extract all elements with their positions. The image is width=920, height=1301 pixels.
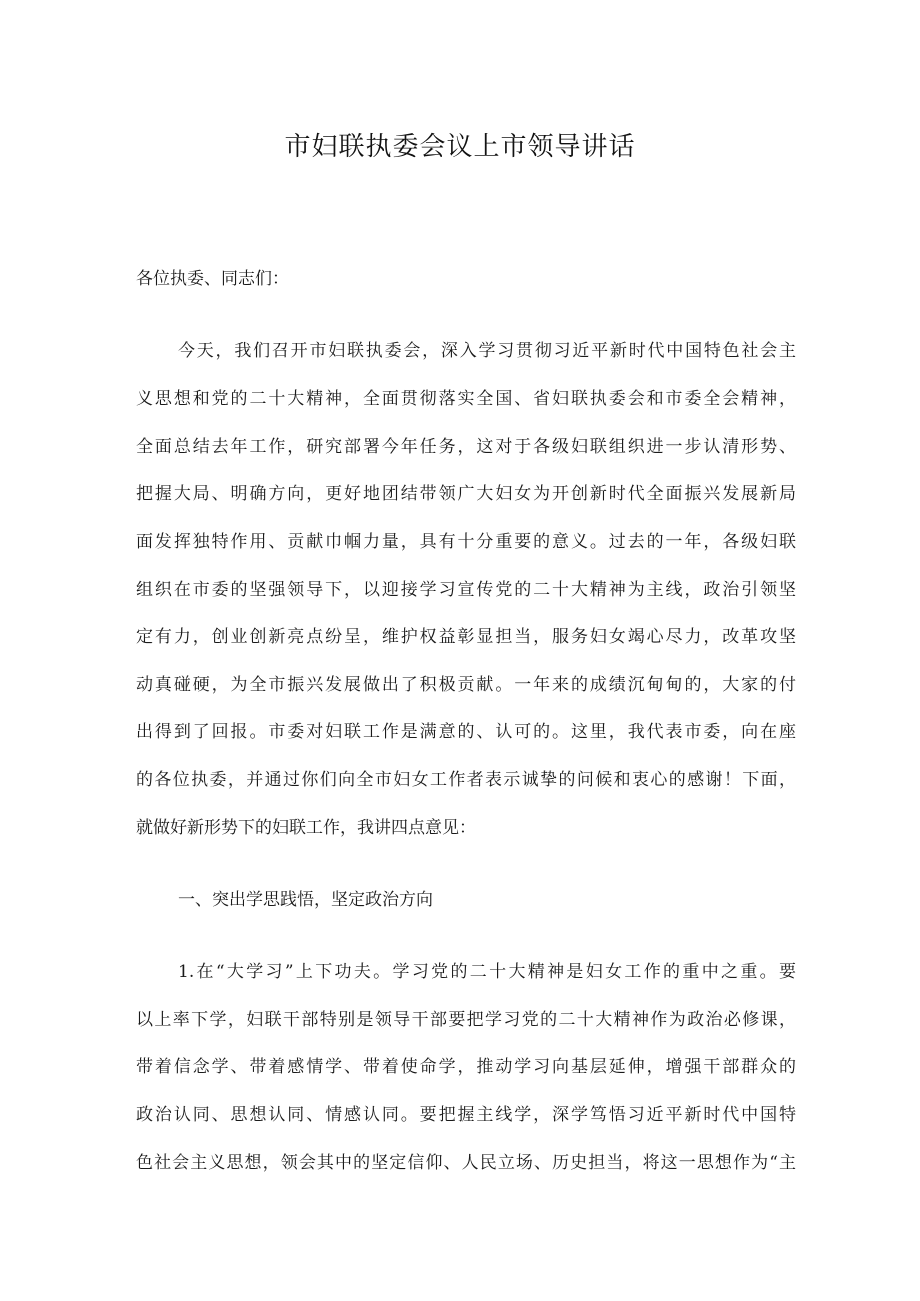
- paragraph-2-line: 1.在“大学习”上下功夫。学习党的二十大精神是妇女工作的重中之重。要: [178, 962, 796, 982]
- paragraph-1-line: 组织在市委的坚强领导下，以迎接学习宣传党的二十大精神为主线，政治引领坚: [136, 580, 796, 600]
- paragraph-1-line: 义思想和党的二十大精神，全面贯彻落实全国、省妇联执委会和市委全会精神，: [136, 389, 796, 409]
- paragraph-1-line: 动真碰硬，为全市振兴发展做出了积极贡献。一年来的成绩沉甸甸的，大家的付: [136, 675, 796, 695]
- paragraph-1-line: 就做好新形势下的妇联工作，我讲四点意见：: [136, 818, 476, 838]
- paragraph-1-line: 出得到了回报。市委对妇联工作是满意的、认可的。这里，我代表市委，向在座: [136, 722, 796, 742]
- salutation: 各位执委、同志们：: [136, 269, 289, 289]
- section-heading: 一、突出学思践悟，坚定政治方向: [178, 890, 433, 910]
- document-title: 市妇联执委会议上市领导讲话: [284, 132, 636, 162]
- paragraph-2-line: 色社会主义思想，领会其中的坚定信仰、人民立场、历史担当，将这一思想作为“主: [136, 1153, 796, 1173]
- paragraph-2-line: 带着信念学、带着感情学、带着使命学，推动学习向基层延伸，增强干部群众的: [136, 1057, 796, 1077]
- paragraph-2-line: 政治认同、思想认同、情感认同。要把握主线学，深学笃悟习近平新时代中国特: [136, 1105, 796, 1125]
- paragraph-1-line: 全面总结去年工作，研究部署今年任务，这对于各级妇联组织进一步认清形势、: [136, 437, 796, 457]
- paragraph-1-line: 面发挥独特作用、贡献巾帼力量，具有十分重要的意义。过去的一年，各级妇联: [136, 532, 796, 552]
- paragraph-1-line: 今天，我们召开市妇联执委会，深入学习贯彻习近平新时代中国特色社会主: [178, 341, 796, 361]
- paragraph-1-line: 的各位执委，并通过你们向全市妇女工作者表示诚挚的问候和衷心的感谢！下面，: [136, 770, 796, 790]
- paragraph-1-line: 定有力，创业创新亮点纷呈，维护权益彰显担当，服务妇女竭心尽力，改革攻坚: [136, 627, 796, 647]
- paragraph-1-line: 把握大局、明确方向，更好地团结带领广大妇女为开创新时代全面振兴发展新局: [136, 484, 796, 504]
- paragraph-2-line: 以上率下学，妇联干部特别是领导干部要把学习党的二十大精神作为政治必修课，: [136, 1010, 796, 1030]
